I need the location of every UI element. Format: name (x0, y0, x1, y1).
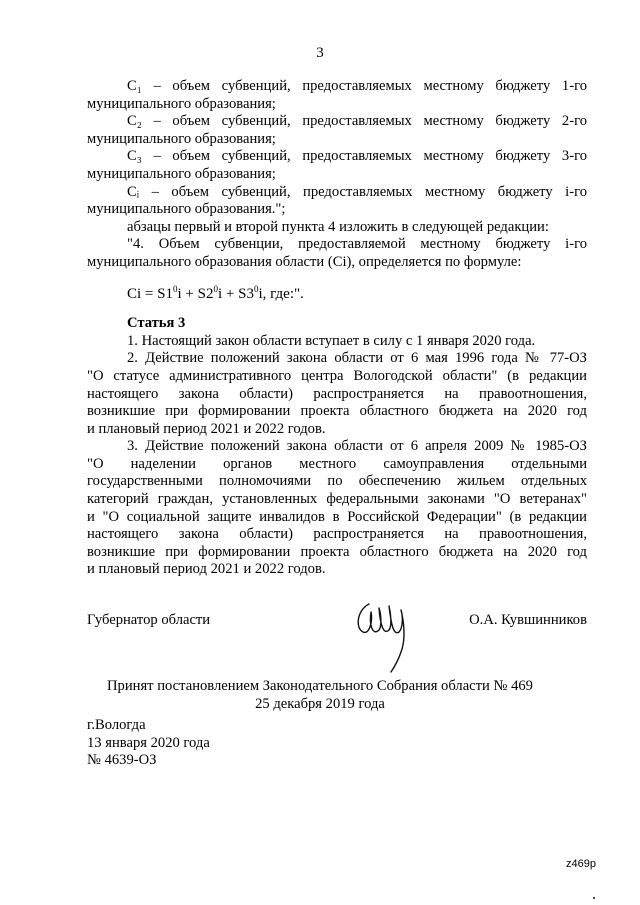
definition-c1-line2: муниципального образования; (87, 95, 276, 112)
item-3-line: категорий граждан, установленных федеральными законами "О ветеранах" (87, 491, 587, 508)
definition-ci-line2: муниципального образования."; (87, 201, 286, 218)
adoption-line2: 25 декабря 2019 года (255, 695, 385, 712)
item-1: 1. Настоящий закон области вступает в силу с 1 января 2020 года. (127, 332, 536, 349)
place-date-block (87, 717, 210, 770)
adoption-line1: Принят постановлением Законодательного Собрания области № 469 (107, 678, 533, 694)
date: 13 января 2020 года (87, 734, 210, 751)
article-title: Статья 3 (127, 315, 186, 332)
formula: $Ci = S1^0i + S2^0i + S3^0i$, где:". (127, 283, 304, 302)
item-3-line: государственными полномочиями по обеспечению жильем отдельных (87, 473, 587, 490)
corner-mark (593, 897, 595, 899)
signature-block (87, 612, 587, 632)
signer-name: О.А. Кувшинников (469, 612, 587, 628)
handwritten-signature (349, 596, 419, 676)
definition-c2-line1: C₂ – объем субвенций, предоставляемых местному бюджету 2-го (127, 113, 587, 130)
definition-c3-line1: C₃ – объем субвенций, предоставляемых местному бюджету 3-го (127, 148, 587, 165)
place: г.Вологда (87, 717, 146, 733)
definition-c1-line1: C₁ – объем субвенций, предоставляемых местному бюджету 1-го (127, 78, 587, 94)
amendment-line: абзацы первый и второй пункта 4 изложить в следующей редакции: (127, 218, 549, 235)
item-3-line: возникшие при формировании проекта областного бюджета на 2020 год (87, 543, 587, 560)
definition-ci-line1: Cᵢ – объем субвенций, предоставляемых местному бюджету i-го (127, 183, 587, 200)
footer-code: z469p (566, 858, 596, 870)
item-3-line: 3. Действие положений закона области от 6 апреля 2009 № 1985-ОЗ (127, 438, 587, 455)
page-number: 3 (316, 45, 324, 61)
item-3-line: и "О социальной защите инвалидов в Российской Федерации" (в редакции (87, 508, 587, 525)
item-2-line: и плановый период 2021 и 2022 годов. (87, 420, 326, 437)
law-number: № 4639-ОЗ (87, 752, 157, 769)
item-3-line: настоящего закона области) распространяется на правоотношения, (87, 526, 587, 543)
adoption-note (0, 678, 640, 713)
point4-line2: муниципального образования области (Ci), определяется по формуле: (87, 253, 522, 270)
item-3-line: "О наделении органов местного самоуправления отдельными (87, 455, 587, 472)
item-3-line: и плановый период 2021 и 2022 годов. (87, 561, 326, 578)
item-2-line: настоящего закона области) распространяется на правоотношения, (87, 385, 587, 402)
item-2-line: "О статусе административного центра Вологодской области" (в редакции (87, 367, 587, 384)
signer-title: Губернатор области (87, 612, 211, 628)
body-text (87, 78, 587, 579)
point4-line1: "4. Объем субвенции, предоставляемой местному бюджету i-го (127, 236, 587, 253)
item-2-line: 2. Действие положений закона области от 6 мая 1996 года № 77-ОЗ (127, 350, 587, 367)
definition-c3-line2: муниципального образования; (87, 165, 276, 182)
definition-c2-line2: муниципального образования; (87, 130, 276, 147)
item-2-line: возникшие при формировании проекта областного бюджета на 2020 год (87, 403, 587, 420)
